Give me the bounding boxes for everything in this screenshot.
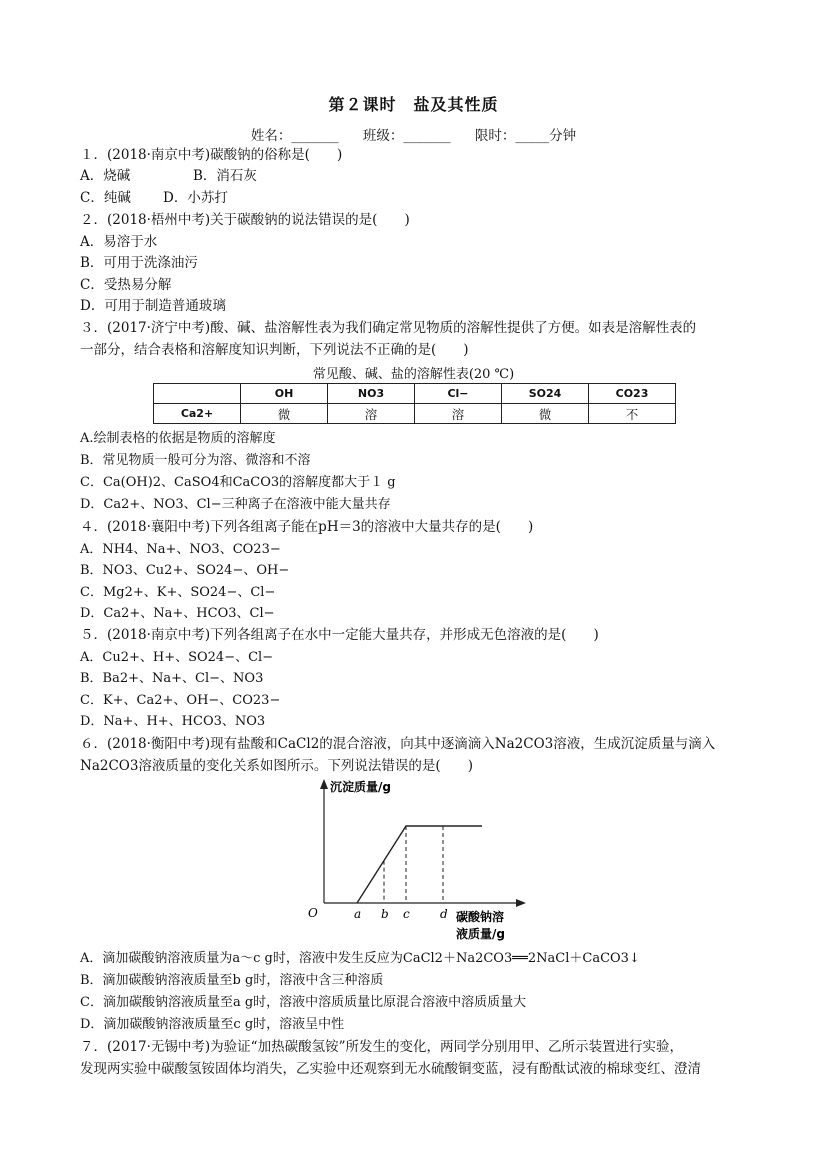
table-header-cell: SO24	[502, 384, 589, 404]
question-1-option-b[interactable]: B．消石灰	[193, 168, 257, 184]
question-6-option-d[interactable]: D．滴加碳酸钠溶液质量至c g时，溶液呈中性	[80, 1017, 345, 1032]
question-3-stem-line2: 一部分，结合表格和溶解度知识判断，下列说法不正确的是( )	[80, 342, 469, 358]
table-header-cell: NO3	[328, 384, 415, 404]
table-cell: 不	[589, 404, 676, 424]
x-axis-label-line1: 碳酸钠溶	[456, 910, 505, 924]
question-1-option-a[interactable]: A．烧碱	[80, 168, 131, 184]
y-axis-arrow	[320, 779, 328, 789]
question-3-option-a[interactable]: A.绘制表格的依据是物质的溶解度	[80, 431, 276, 446]
solubility-table	[153, 383, 676, 424]
question-7-stem-line2: 发现两实验中碳酸氢铵固体均消失，乙实验中还观察到无水硫酸铜变蓝，浸有酚酞试液的棉球变红、澄清	[80, 1061, 701, 1077]
x-axis-label-line2: 液质量/g	[456, 927, 505, 941]
precipitate-series-line	[357, 826, 482, 903]
solubility-table-caption: 常见酸、碱、盐的溶解性表(20 ℃)	[312, 367, 515, 382]
question-2-stem: ２．(2018·梧州中考)关于碳酸钠的说法错误的是( )	[80, 212, 410, 228]
question-3-option-c[interactable]: C．Ca(OH)2、CaSO4和CaCO3的溶解度都大于１ g	[80, 475, 396, 490]
question-4-option-b[interactable]: B．NO3、Cu2+、SO24−、OH−	[80, 563, 290, 578]
y-axis-label: 沉淀质量/g	[330, 780, 391, 794]
question-6-option-c[interactable]: C．滴加碳酸钠溶液质量至a g时，溶液中溶质质量比原混合溶液中溶质质量大	[80, 995, 527, 1010]
question-6-stem-line2: Na2CO3溶液质量的变化关系如图所示。下列说法错误的是( )	[80, 758, 473, 774]
table-header-cell	[154, 384, 241, 404]
question-6-option-b[interactable]: B．滴加碳酸钠溶液质量至b g时，溶液中含三种溶质	[80, 973, 384, 988]
question-1-stem: １．(2018·南京中考)碳酸钠的俗称是( )	[80, 147, 343, 163]
table-header-cell: CO23	[589, 384, 676, 404]
chart-marks	[354, 826, 482, 921]
question-2-option-a[interactable]: A．易溶于水	[80, 234, 158, 250]
question-5-option-a[interactable]: A．Cu2+、H+、SO24−、Cl−	[80, 650, 274, 665]
question-1-option-c[interactable]: C．纯碱	[80, 190, 131, 206]
question-6-stem-line1: ６．(2018·衡阳中考)现有盐酸和CaCl2的混合溶液，向其中逐滴滴入Na2CO3溶液，生成沉淀质量与滴入	[80, 736, 716, 752]
name-field[interactable]: 姓名：_______	[250, 128, 339, 144]
x-axis-arrow	[516, 899, 526, 907]
question-3-stem-line1: ３．(2017·济宁中考)酸、碱、盐溶解性表为我们确定常见物质的溶解性提供了方便。如表是溶解性表的	[80, 320, 697, 336]
table-cell: 微	[241, 404, 328, 424]
table-header-row	[154, 384, 676, 404]
x-tick-label-a: a	[354, 907, 362, 921]
question-6-option-a[interactable]: A．滴加碳酸钠溶液质量为a～c g时，溶液中发生反应为CaCl2＋Na2CO3══2NaCl＋CaCO3↓	[80, 951, 640, 966]
page-title: 第２课时 盐及其性质	[328, 95, 499, 114]
time-limit-field[interactable]: 限时：_____分钟	[474, 128, 577, 144]
question-4-option-c[interactable]: C．Mg2+、K+、SO24−、Cl−	[80, 585, 276, 600]
question-2-option-b[interactable]: B．可用于洗涤油污	[80, 255, 198, 271]
question-4-option-d[interactable]: D．Ca2+、Na+、HCO3、Cl−	[80, 606, 275, 621]
question-2-option-d[interactable]: D．可用于制造普通玻璃	[80, 298, 226, 314]
table-row-label: Ca2+	[154, 404, 241, 424]
question-5-option-d[interactable]: D．Na+、H+、HCO3、NO3	[80, 714, 266, 729]
table-header-cell: Cl−	[415, 384, 502, 404]
question-5-stem: ５．(2018·南京中考)下列各组离子在水中一定能大量共存，并形成无色溶液的是( )	[80, 627, 599, 643]
question-7-stem-line1: ７．(2017·无锡中考)为验证“加热碳酸氢铵”所发生的变化，两同学分别用甲、乙所示装置进行实验，	[80, 1039, 683, 1055]
precipitate-mass-chart	[300, 775, 530, 945]
question-5-option-b[interactable]: B．Ba2+、Na+、Cl−、NO3	[80, 671, 264, 686]
question-2-option-c[interactable]: C．受热易分解	[80, 277, 172, 293]
table-row	[154, 404, 676, 424]
table-header-cell: OH	[241, 384, 328, 404]
x-tick-label-b: b	[381, 907, 389, 921]
question-5-option-c[interactable]: C．K+、Ca2+、OH−、CO23−	[80, 693, 281, 708]
class-field[interactable]: 班级：_______	[362, 128, 451, 144]
question-4-option-a[interactable]: A．NH4、Na+、NO3、CO23−	[80, 542, 281, 557]
question-4-stem: ４．(2018·襄阳中考)下列各组离子能在pH＝3的溶液中大量共存的是( )	[80, 519, 534, 535]
question-3-option-b[interactable]: B．常见物质一般可分为溶、微溶和不溶	[80, 453, 311, 468]
table-cell: 溶	[415, 404, 502, 424]
x-tick-label-d: d	[440, 907, 448, 921]
question-3-option-d[interactable]: D．Ca2+、NO3、Cl−三种离子在溶液中能大量共存	[80, 497, 391, 512]
student-info-line	[0, 124, 827, 144]
question-1-option-d[interactable]: D．小苏打	[163, 190, 228, 206]
table-cell: 微	[502, 404, 589, 424]
x-tick-label-c: c	[403, 907, 410, 921]
table-cell: 溶	[328, 404, 415, 424]
origin-label: O	[308, 906, 318, 920]
